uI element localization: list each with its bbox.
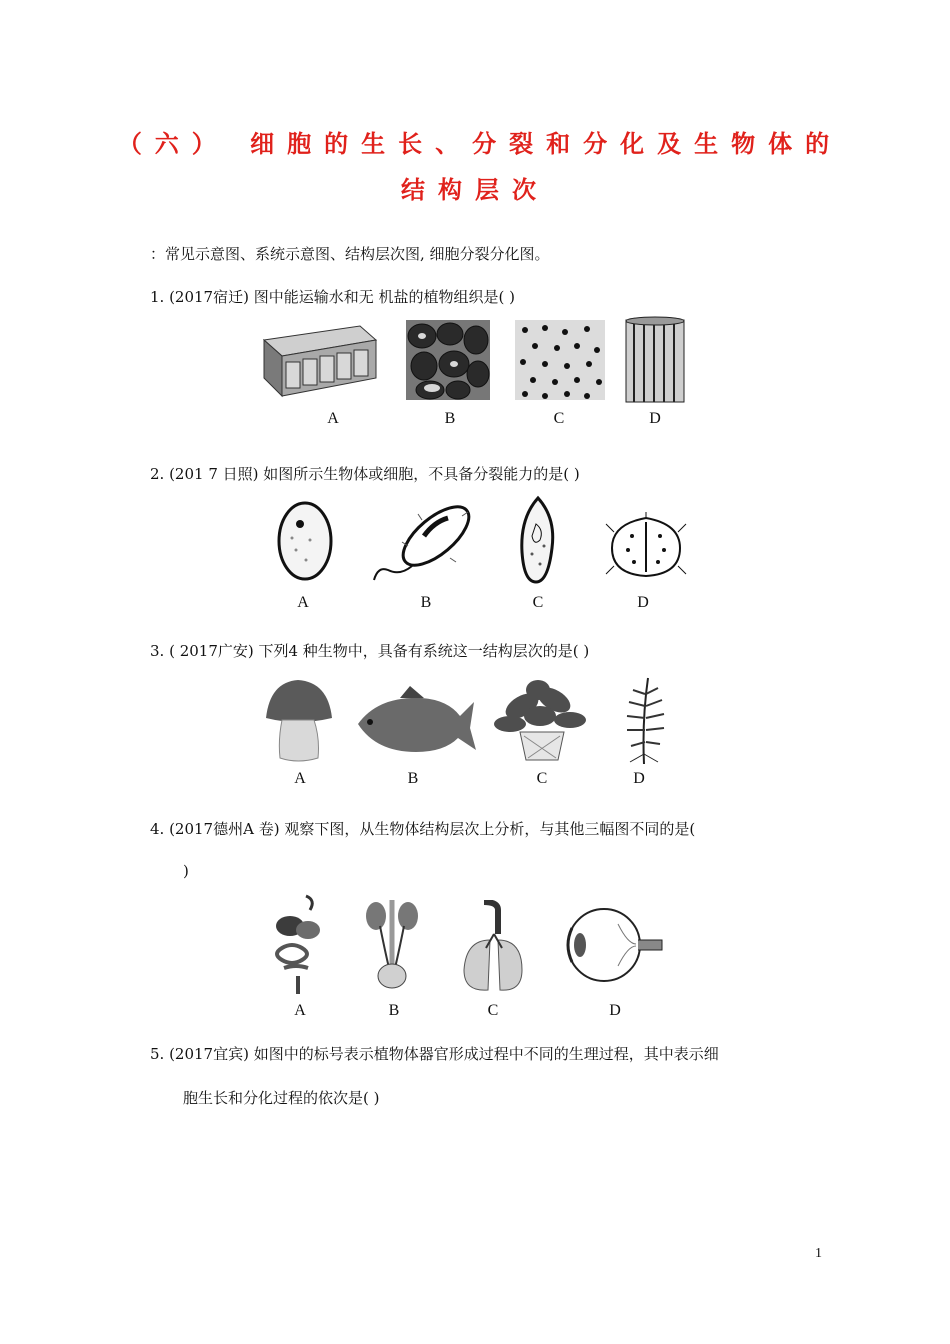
q2-option-a: A [297, 594, 309, 611]
q2-option-d: D [637, 594, 649, 611]
page-title-line2: 结构层次 [401, 176, 549, 204]
q3-option-a: A [294, 770, 306, 787]
question-2-text: 2. (201 7 日照) 如图所示生物体或细胞，不具备分裂能力的是( ) [150, 465, 580, 483]
question-4-text: 4. (2017德州A 卷) 观察下图，从生物体结构层次上分析，与其他三幅图不同的是( [150, 820, 696, 838]
q4-option-c: C [487, 1002, 499, 1019]
question-4-continuation: ) [183, 862, 189, 880]
q1-option-c: C [553, 410, 565, 427]
question-3-text: 3. ( 2017广安) 下列4 种生物中，具备有系统这一结构层次的是( ) [150, 642, 590, 660]
mushroom-icon [262, 678, 334, 762]
urinary-system-icon [362, 896, 422, 994]
intro-text: ：常见示意图、系统示意图、结构层次图, 细胞分裂分化图。 [150, 245, 550, 263]
conducting-tissue-icon [624, 316, 686, 404]
question-5-continuation: 胞生长和分化过程的依次是( ) [183, 1089, 380, 1107]
egg-cell-icon [276, 500, 334, 582]
q2-option-c: C [532, 594, 544, 611]
digestive-system-icon [270, 892, 326, 996]
paramecium-icon [518, 494, 558, 586]
potted-plant-icon [492, 676, 590, 762]
page-title-line1: （六） 细胞的生长、分裂和分化及生物体的 [117, 130, 843, 158]
fern-icon [612, 674, 676, 766]
respiratory-system-icon [460, 900, 524, 996]
guard-cells-icon [604, 512, 688, 582]
q4-option-a: A [294, 1002, 306, 1019]
bacterium-icon [372, 496, 480, 588]
q4-option-b: B [388, 1002, 400, 1019]
question-1-text: 1. (2017宿迁) 图中能运输水和无 机盐的植物组织是( ) [150, 288, 515, 306]
meristem-tissue-icon [515, 320, 605, 400]
q1-option-a: A [327, 410, 339, 427]
page-number: 1 [815, 1246, 822, 1261]
epidermal-tissue-icon [258, 320, 380, 400]
question-5-text: 5. (2017宜宾) 如图中的标号表示植物体器官形成过程中不同的生理过程，其中表示细 [150, 1045, 719, 1063]
fish-icon [350, 684, 476, 756]
q3-option-d: D [633, 770, 645, 787]
q1-option-b: B [444, 410, 456, 427]
q1-option-d: D [649, 410, 661, 427]
q3-option-b: B [407, 770, 419, 787]
nutrient-tissue-icon [404, 318, 492, 402]
eyeball-icon [558, 904, 664, 986]
q4-option-d: D [609, 1002, 621, 1019]
q3-option-c: C [536, 770, 548, 787]
q2-option-b: B [420, 594, 432, 611]
